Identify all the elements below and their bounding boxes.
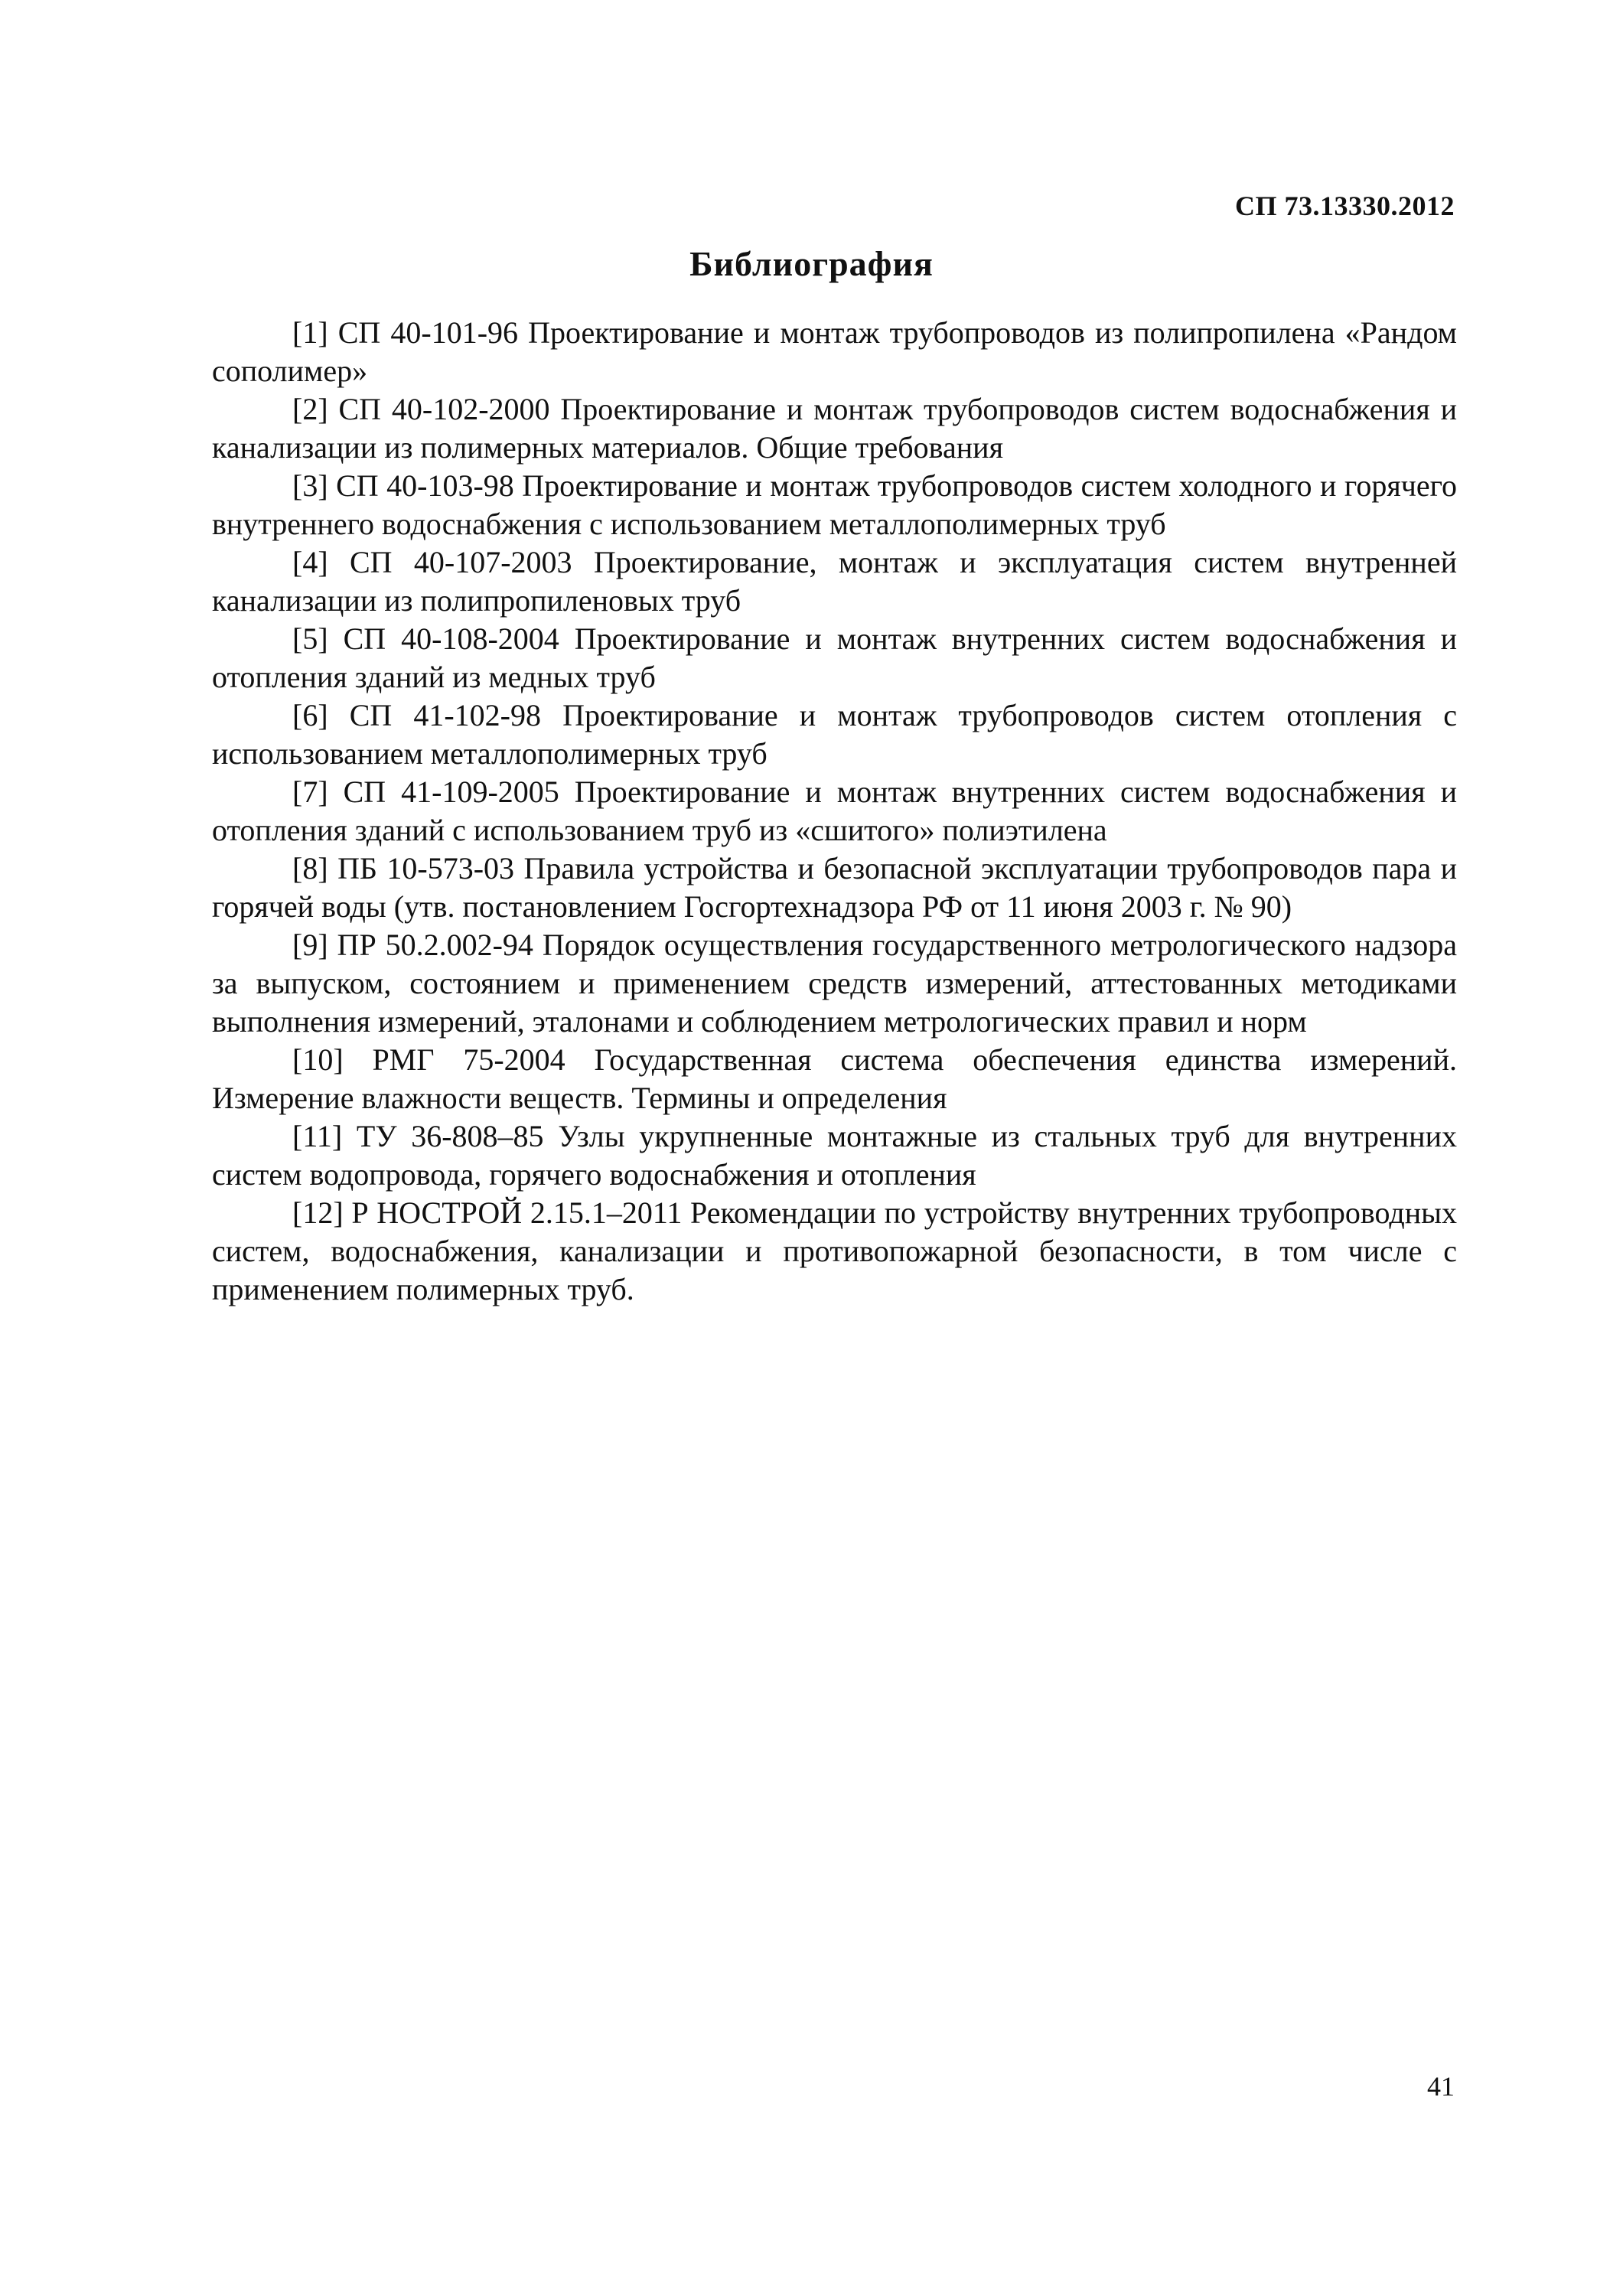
bibliography-entry-11: [11] ТУ 36-808–85 Узлы укрупненные монтажные из стальных труб для внутренних систем водопровода, горячего водоснабжения и отопления: [212, 1119, 1457, 1192]
bibliography-entry-9: [9] ПР 50.2.002-94 Порядок осуществления государственного метрологического надзора за выпуском, состоянием и применением средств измерений, аттестованных методиками выполнения измерений, эталонами и соблюдением метрологических правил и норм: [212, 928, 1457, 1039]
bibliography-entry-12: [12] Р НОСТРОЙ 2.15.1–2011 Рекомендации по устройству внутренних трубопроводных систем, водоснабжения, канализации и противопожарной безопасности, в том числе с применением полимерных труб.: [212, 1195, 1457, 1306]
bibliography-entry-8: [8] ПБ 10-573-03 Правила устройства и безопасной эксплуатации трубопроводов пара и горячей воды (утв. постановлением Госгортехнадзора РФ от 11 июня 2003 г. № 90): [212, 851, 1457, 924]
page-title: Библиография: [689, 244, 934, 283]
bibliography-entry-4: [4] СП 40-107-2003 Проектирование, монтаж и эксплуатация систем внутренней канализации из полипропиленовых труб: [212, 545, 1457, 618]
bibliography-entry-3: [3] СП 40-103-98 Проектирование и монтаж трубопроводов систем холодного и горячего внутреннего водоснабжения с использованием металлополимерных труб: [212, 468, 1457, 541]
bibliography-entry-7: [7] СП 41-109-2005 Проектирование и монтаж внутренних систем водоснабжения и отопления зданий с использованием труб из «сшитого» полиэтилена: [212, 775, 1457, 847]
bibliography-entry-2: [2] СП 40-102-2000 Проектирование и монтаж трубопроводов систем водоснабжения и канализации из полимерных материалов. Общие требования: [212, 392, 1457, 465]
page-number: 41: [1427, 2071, 1455, 2102]
bibliography-entry-6: [6] СП 41-102-98 Проектирование и монтаж трубопроводов систем отопления с использованием металлополимерных труб: [212, 698, 1457, 771]
bibliography-list: [212, 314, 1457, 1309]
bibliography-entry-5: [5] СП 40-108-2004 Проектирование и монтаж внутренних систем водоснабжения и отопления зданий из медных труб: [212, 621, 1457, 694]
bibliography-entry-1: [1] СП 40-101-96 Проектирование и монтаж трубопроводов из полипропилена «Рандом сополимер»: [212, 315, 1457, 388]
document-code: СП 73.13330.2012: [1235, 191, 1455, 221]
bibliography-entry-10: [10] РМГ 75-2004 Государственная система обеспечения единства измерений. Измерение влажности веществ. Термины и определения: [212, 1042, 1457, 1115]
